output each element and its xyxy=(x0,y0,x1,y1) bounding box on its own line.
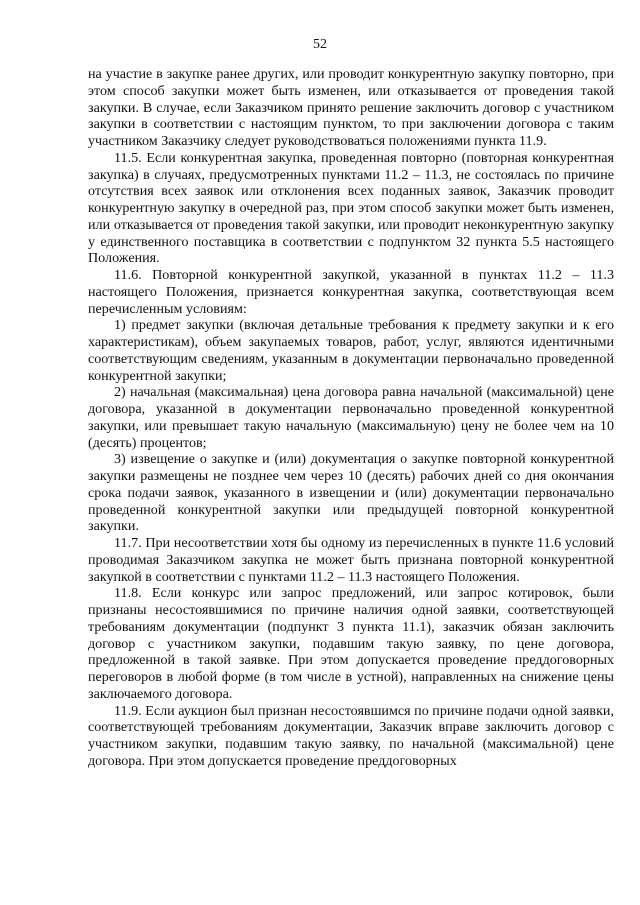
paragraph-11-8: 11.8. Если конкурс или запрос предложений, или запрос котировок, были признаны несостоявшимися по причине наличия одной заявки, соответствующей требованиям документации (подпункт 3 пункта 11.1), заказчик обязан заключить договор с участником закупки, подавшим такую заявку, по цене договора, предложенной в такой заявке. При этом допускается проведение преддоговорных переговоров в любой форме (в том числе в устной), направленных на снижение цены заключаемого договора. xyxy=(88,585,614,702)
paragraph-11-9: 11.9. Если аукцион был признан несостоявшимся по причине подачи одной заявки, соответствующей требованиям документации, Заказчик вправе заключить договор с участником закупки, подавшим такую заявку, по начальной (максимальной) цене договора. При этом допускается проведение преддоговорных xyxy=(88,702,614,769)
paragraph-11-5: 11.5. Если конкурентная закупка, проведенная повторно (повторная конкурентная закупка) в случаях, предусмотренных пунктами 11.2 – 11.3, не состоялась по причине отсутствия всех заявок или отклонения всех поданных заявок, Заказчик проводит конкурентную закупку в очередной раз, при этом способ закупки может быть изменен, или отказывается от проведения такой закупки, или проводит неконкурентную закупку у единственного поставщика в соответствии с подпунктом 32 пункта 5.5 настоящего Положения. xyxy=(88,149,614,267)
list-item-2: 2) начальная (максимальная) цена договора равна начальной (максимальной) цене договора, указанной в документации первоначально проведенной конкурентной закупки, или превышает такую начальную (максимальную) цену не более чем на 10 (десять) процентов; xyxy=(88,384,614,451)
document-body xyxy=(88,66,614,770)
list-item-3: 3) извещение о закупке и (или) документация о закупке повторной конкурентной закупки размещены не позднее чем через 10 (десять) рабочих дней со дня окончания срока подачи заявок, указанного в извещении и (или) документации первоначально проведенной конкурентной закупки или предыдущей повторной конкурентной закупки. xyxy=(88,451,614,535)
list-item-1: 1) предмет закупки (включая детальные требования к предмету закупки и к его характеристикам), объем закупаемых товаров, работ, услуг, являются идентичными соответствующим сведениям, указанным в документации первоначально проведенной конкурентной закупки; xyxy=(88,317,614,384)
paragraph-continuation: на участие в закупке ранее других, или проводит конкурентную закупку повторно, при этом способ закупки может быть изменен, или отказывается от проведения такой закупки. В случае, если Заказчиком принято решение заключить договор с участником закупки в соответствии с настоящим пунктом, то при заключении договора с таким участником Заказчику следует руководствоваться положениями пункта 11.9. xyxy=(88,66,614,149)
paragraph-11-7: 11.7. При несоответствии хотя бы одному из перечисленных в пункте 11.6 условий проводимая Заказчиком закупка не может быть признана повторной конкурентной закупкой в соответствии с пунктами 11.2 – 11.3 настоящего Положения. xyxy=(88,535,614,585)
page-number: 52 xyxy=(313,37,327,52)
paragraph-11-6: 11.6. Повторной конкурентной закупкой, указанной в пунктах 11.2 – 11.3 настоящего Положения, признается конкурентная закупка, соответствующая всем перечисленным условиям: xyxy=(88,267,614,317)
